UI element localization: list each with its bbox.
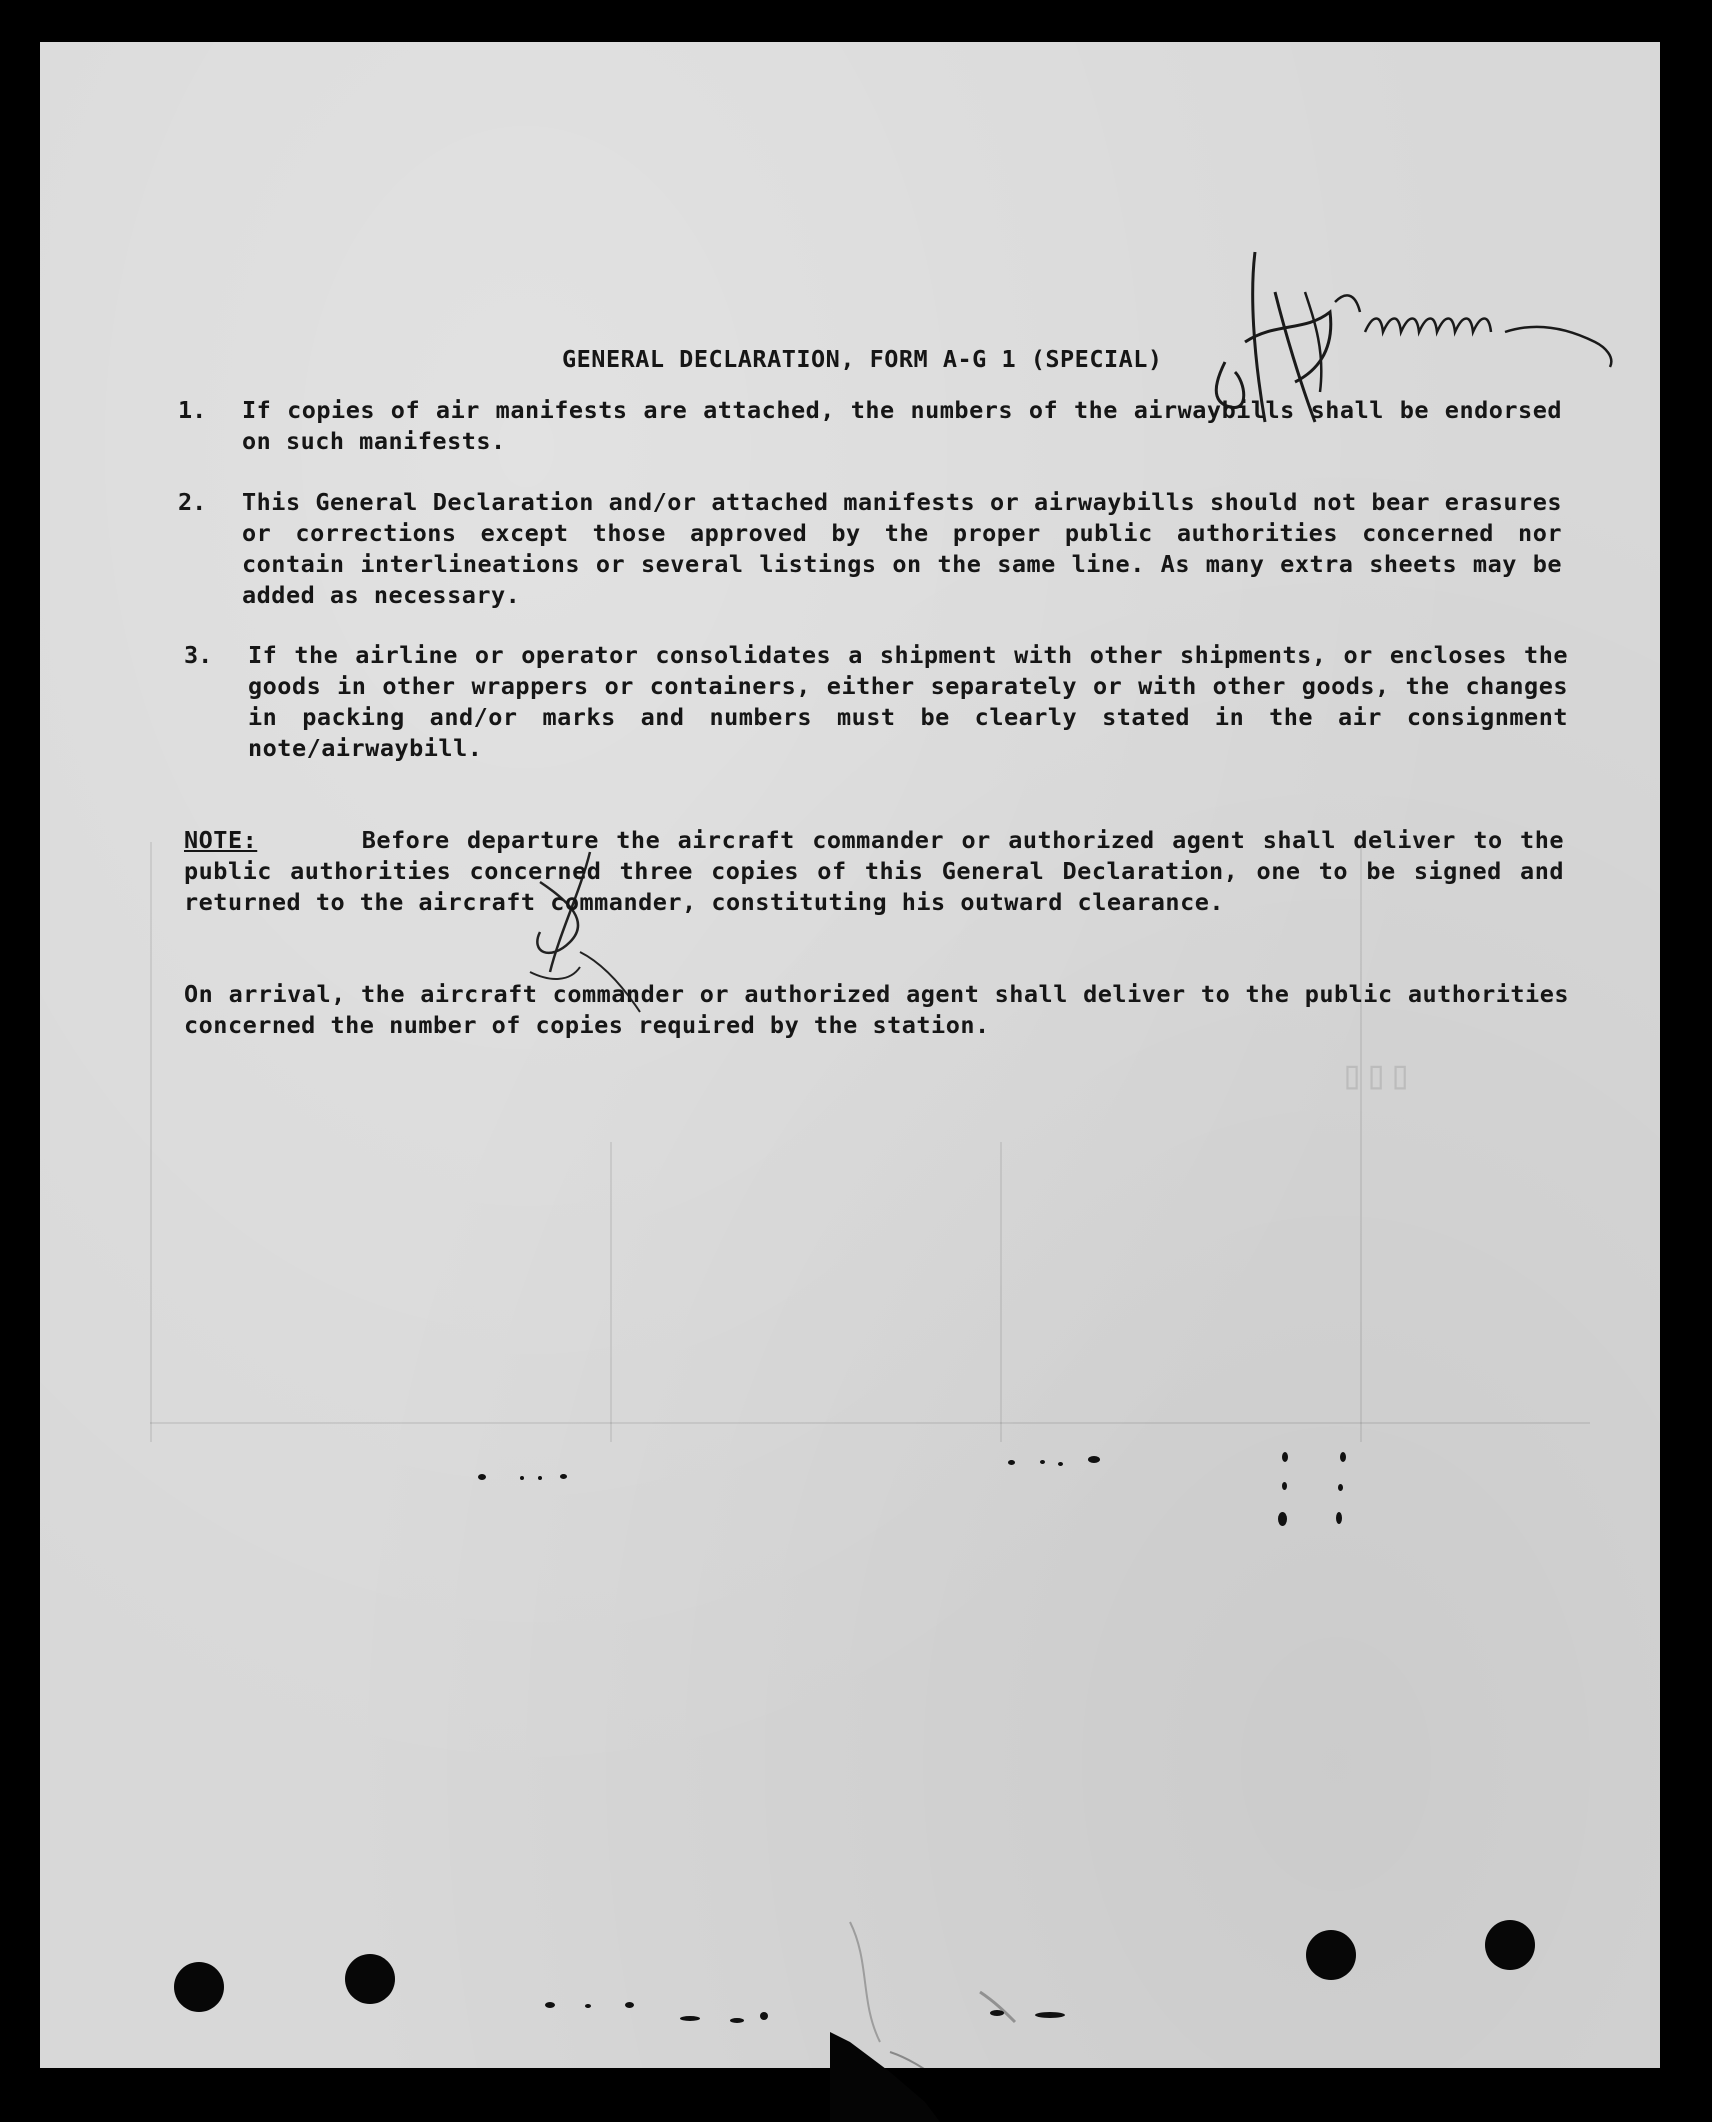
ink-speck — [1008, 1460, 1015, 1465]
document-title: GENERAL DECLARATION, FORM A-G 1 (SPECIAL) — [562, 345, 1163, 373]
item-text: If copies of air manifests are attached, the numbers of the airwaybills shall be endorsed on such manifests. — [242, 396, 1562, 455]
arrival-paragraph: On arrival, the aircraft commander or authorized agent shall deliver to the public authorities concerned the number of copies required by the station. — [184, 980, 1569, 1039]
bleed-through-line — [150, 842, 152, 1442]
bleed-through-line — [1000, 1142, 1002, 1442]
ink-speck — [520, 1476, 524, 1480]
ink-speck — [1336, 1512, 1342, 1524]
ink-speck — [1088, 1456, 1100, 1463]
punch-hole — [1485, 1920, 1535, 1970]
item-text: If the airline or operator consolidates a shipment with other shipments, or encloses the goods in other wrappers or containers, either separately or with other goods, the changes in packing and/or marks and numbers must be clearly stated in the air consignment note/airwaybill. — [248, 641, 1568, 762]
ink-speck — [680, 2016, 700, 2021]
punch-hole — [174, 1962, 224, 2012]
ink-speck — [545, 2002, 555, 2008]
ink-speck — [1035, 2012, 1065, 2018]
ink-speck — [1282, 1482, 1287, 1490]
paper-tear — [830, 1902, 1030, 2122]
note-paragraph — [184, 825, 1564, 918]
ink-speck — [1340, 1452, 1346, 1462]
item-number: 1. — [178, 396, 207, 424]
document-page — [40, 42, 1660, 2068]
ink-speck — [1058, 1462, 1063, 1466]
punch-hole — [1306, 1930, 1356, 1980]
note-label: NOTE: — [184, 826, 258, 854]
ink-speck — [478, 1474, 486, 1480]
ink-speck — [760, 2012, 768, 2020]
item-text: This General Declaration and/or attached manifests or airwaybills should not bear erasures or corrections except those approved by the proper public authorities concerned nor contain interlineations or several listings on the same line. As many extra sheets may be added as necessary. — [242, 488, 1562, 609]
bleed-through-line — [150, 1422, 1590, 1424]
item-number: 3. — [184, 641, 213, 669]
ink-speck — [560, 1474, 567, 1479]
ink-speck — [625, 2002, 634, 2008]
item-number: 2. — [178, 488, 207, 516]
ink-speck — [585, 2004, 591, 2008]
bleed-through-mark: ▯▯▯ — [1340, 1052, 1413, 1098]
ink-speck — [1282, 1452, 1288, 1462]
bleed-through-line — [1360, 842, 1362, 1442]
ink-speck — [1040, 1460, 1045, 1464]
bleed-through-line — [610, 1142, 612, 1442]
ink-speck — [538, 1476, 542, 1480]
note-text: Before departure the aircraft commander or authorized agent shall deliver to the public authorities concerned three copies of this General Declaration, one to be signed and returned to the aircraft commander, constituting his outward clearance. — [184, 826, 1565, 916]
ink-speck — [1338, 1484, 1343, 1491]
ink-speck — [730, 2018, 744, 2023]
ink-speck — [1278, 1512, 1287, 1526]
punch-hole — [345, 1954, 395, 2004]
